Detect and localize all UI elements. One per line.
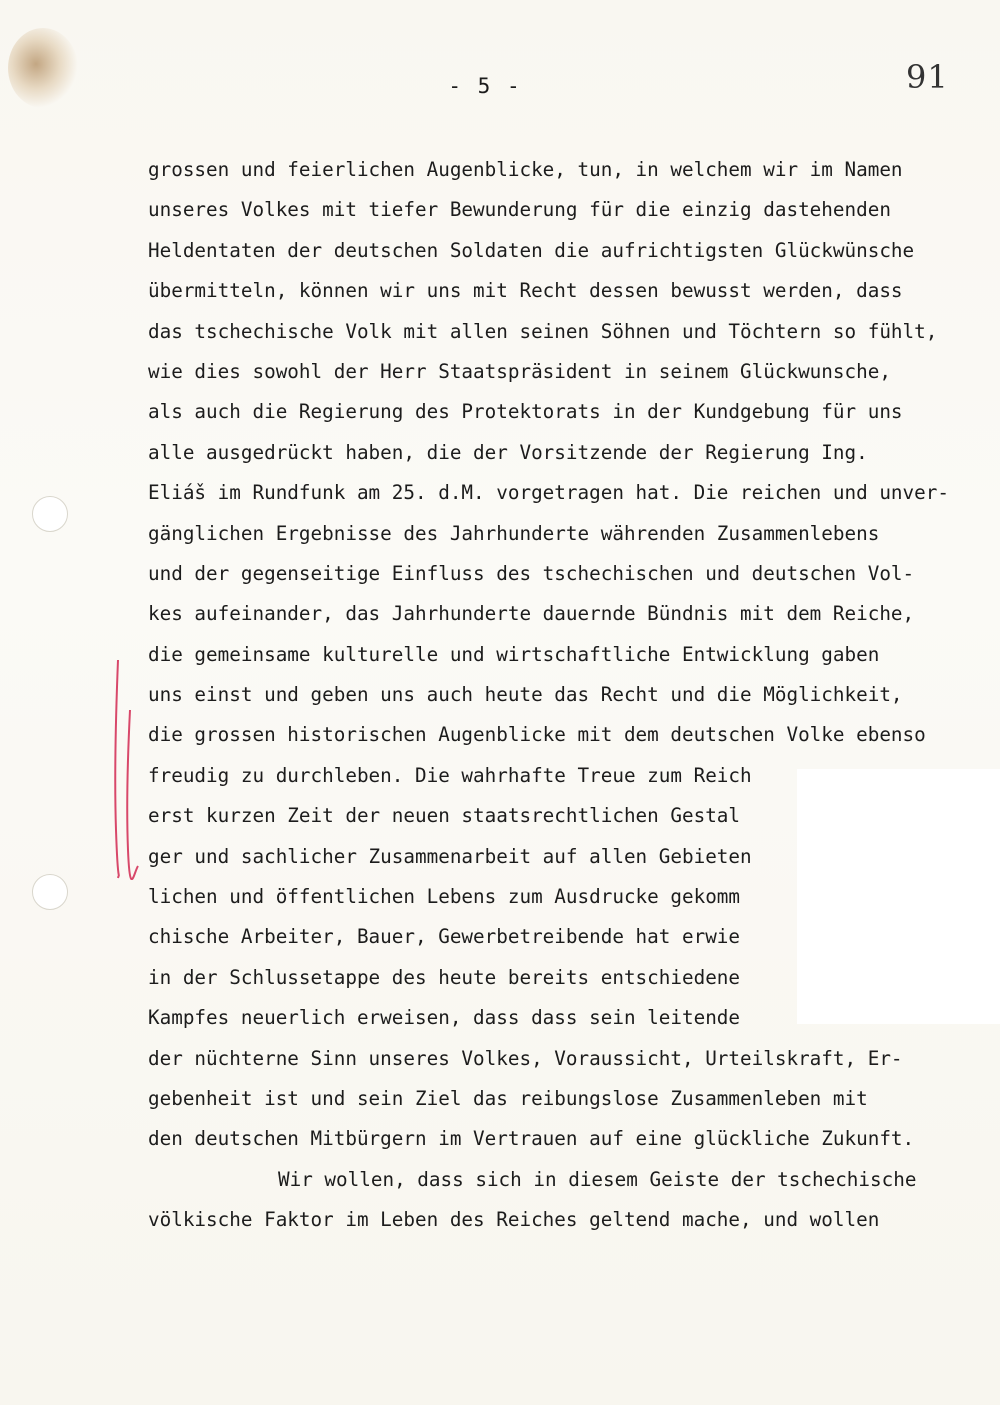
text-line: freudig zu durchleben. Die wahrhafte Treue zum Reich <box>148 763 752 787</box>
text-line: unseres Volkes mit tiefer Bewunderung für die einzig dastehenden <box>148 198 891 222</box>
punch-hole <box>32 874 68 910</box>
folio-number: 91 <box>906 58 949 96</box>
margin-annotation-mark <box>104 650 144 880</box>
text-line: grossen und feierlichen Augenblicke, tun, in welchem wir im Namen <box>148 158 903 181</box>
text-line: die grossen historischen Augenblicke mit dem deutschen Volke ebenso <box>148 723 926 747</box>
text-line: übermitteln, können wir uns mit Recht dessen bewusst werden, dass <box>148 279 903 303</box>
text-line: der nüchterne Sinn unseres Volkes, Voraussicht, Urteilskraft, Er- <box>148 1046 903 1070</box>
text-line: Eliáš im Rundfunk am 25. d.M. vorgetragen hat. Die reichen und unver- <box>148 481 949 505</box>
text-line: kes aufeinander, das Jahrhunderte dauernde Bündnis mit dem Reiche, <box>148 602 915 626</box>
text-line: das tschechische Volk mit allen seinen Söhnen und Töchtern so fühlt, <box>148 319 938 343</box>
text-line: Wir wollen, dass sich in diesem Geiste der tschechische <box>278 1167 917 1191</box>
text-line: chische Arbeiter, Bauer, Gewerbetreibende hat erwie <box>148 925 741 949</box>
text-line: in der Schlussetappe des heute bereits entschiedene <box>148 965 741 989</box>
document-body <box>148 150 988 1241</box>
redaction-block <box>797 769 1000 1024</box>
page-number: - 5 - <box>448 74 522 98</box>
text-line: die gemeinsame kulturelle und wirtschaftliche Entwicklung gaben <box>148 642 880 666</box>
text-line: und der gegenseitige Einfluss des tschechischen und deutschen Vol- <box>148 561 915 585</box>
text-line: völkische Faktor im Leben des Reiches geltend mache, und wollen <box>148 1208 880 1232</box>
text-line: erst kurzen Zeit der neuen staatsrechtlichen Gestal <box>148 804 741 828</box>
text-line: gebenheit ist und sein Ziel das reibungslose Zusammenleben mit <box>148 1086 868 1110</box>
text-line: ger und sachlicher Zusammenarbeit auf allen Gebieten <box>148 844 752 868</box>
text-line: wie dies sowohl der Herr Staatspräsident in seinem Glückwunsche, <box>148 359 891 383</box>
text-line: Heldentaten der deutschen Soldaten die aufrichtigsten Glückwünsche <box>148 238 915 262</box>
stain-mark <box>8 28 78 108</box>
text-line: den deutschen Mitbürgern im Vertrauen auf eine glückliche Zukunft. <box>148 1127 915 1151</box>
text-line: Kampfes neuerlich erweisen, dass dass sein leitende <box>148 1006 741 1030</box>
text-line: lichen und öffentlichen Lebens zum Ausdrucke gekomm <box>148 885 741 909</box>
text-line: gänglichen Ergebnisse des Jahrhunderte währenden Zusammenlebens <box>148 521 880 545</box>
text-line: als auch die Regierung des Protektorats in der Kundgebung für uns <box>148 400 903 424</box>
text-line: alle ausgedrückt haben, die der Vorsitzende der Regierung Ing. <box>148 440 868 464</box>
punch-hole <box>32 496 68 532</box>
text-line: uns einst und geben uns auch heute das Recht und die Möglichkeit, <box>148 683 903 707</box>
